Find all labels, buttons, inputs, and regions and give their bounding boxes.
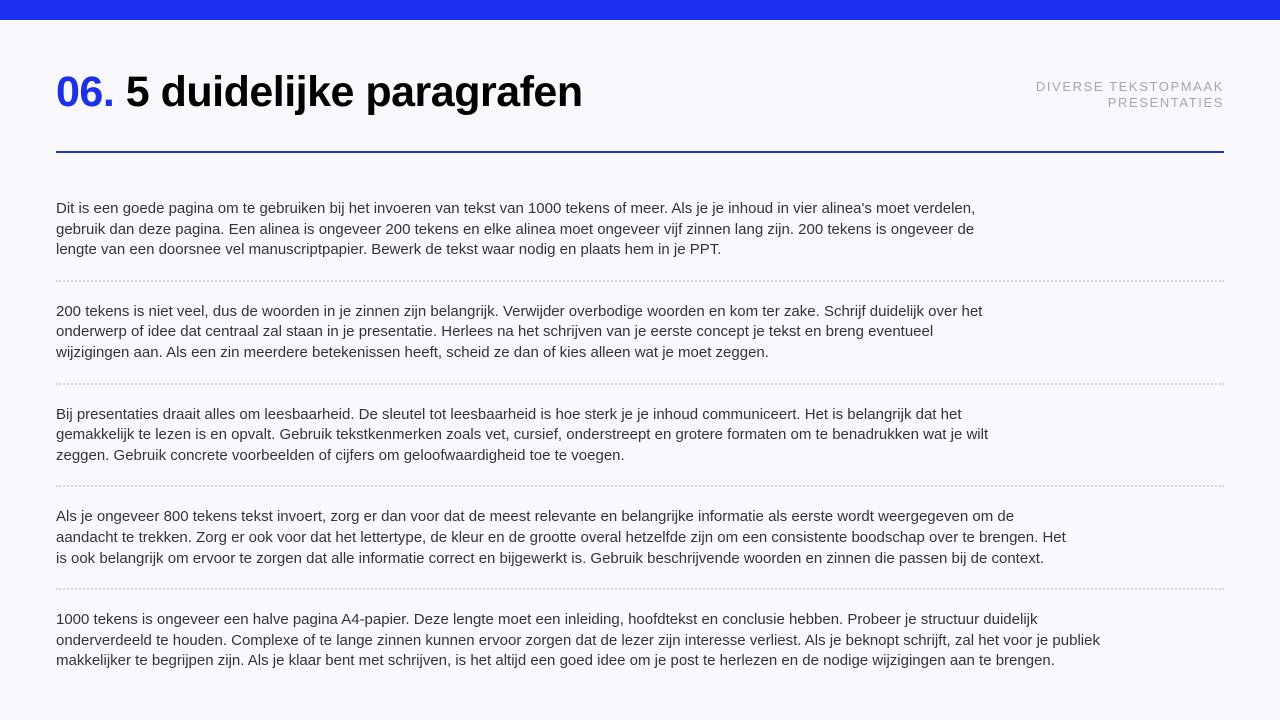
subtitle-line: PRESENTATIES xyxy=(1107,95,1224,110)
paragraph-4 xyxy=(56,507,1224,569)
paragraph-line: onderwerp of idee dat centraal zal staan in je presentatie. Herlees na het schrijven van je eerste concept je tekst en breng eventueel xyxy=(56,323,934,341)
header-divider xyxy=(56,151,1224,153)
paragraph-line: gebruik dan deze pagina. Een alinea is ongeveer 200 tekens en elke alinea moet ongeveer vijf zinnen lang zijn. 200 tekens is ongeveer de xyxy=(56,220,975,238)
paragraph-1 xyxy=(56,199,1224,261)
presentation-subtitle xyxy=(1036,79,1224,111)
paragraph-line: onderverdeeld te houden. Complexe of te lange zinnen kunnen ervoor zorgen dat de lezer zijn interesse verliest. Als je beknopt schrijft, zal het voor je publiek xyxy=(56,631,1100,649)
paragraph-line: zeggen. Gebruik concrete voorbeelden of cijfers om geloofwaardigheid toe te voegen. xyxy=(56,446,625,464)
paragraph-line: 1000 tekens is ongeveer een halve pagina A4-papier. Deze lengte moet een inleiding, hoofdtekst en conclusie hebben. Probeer je structuur duidelijk xyxy=(56,611,1038,629)
section-number: 06. xyxy=(56,68,115,116)
dotted-divider xyxy=(56,588,1224,590)
top-accent-bar xyxy=(0,0,1280,20)
paragraph-5 xyxy=(56,610,1224,672)
dotted-divider xyxy=(56,280,1224,282)
dotted-divider xyxy=(56,383,1224,385)
title-text: 5 duidelijke paragrafen xyxy=(125,68,583,116)
paragraph-line: Als je ongeveer 800 tekens tekst invoert, zorg er dan voor dat de meest relevante en belangrijke informatie als eerste wordt weergegeven om de xyxy=(56,508,1015,526)
paragraph-list xyxy=(56,199,1224,672)
paragraph-line: gemakkelijk te lezen is en opvalt. Gebruik tekstkenmerken zoals vet, cursief, onderstreept en grotere formaten om te benadrukken wat je wilt xyxy=(56,426,989,444)
paragraph-line: is ook belangrijk om ervoor te zorgen dat alle informatie correct en bijgewerkt is. Gebruik beschrijvende woorden en zinnen die passen bij de context. xyxy=(56,549,1045,567)
paragraph-line: lengte van een doorsnee vel manuscriptpapier. Bewerk de tekst waar nodig en plaats hem in je PPT. xyxy=(56,241,722,259)
paragraph-line: Dit is een goede pagina om te gebruiken bij het invoeren van tekst van 1000 tekens of meer. Als je je inhoud in vier alinea's moet verdelen, xyxy=(56,200,976,217)
dotted-divider xyxy=(56,485,1224,487)
paragraph-line: Bij presentaties draait alles om leesbaarheid. De sleutel tot leesbaarheid is hoe sterk je je inhoud communiceert. Het is belangrijk dat het xyxy=(56,405,962,423)
paragraph-3 xyxy=(56,405,1224,467)
paragraph-line: makkelijker te begrijpen zijn. Als je klaar bent met schrijven, is het altijd een goed idee om je post te herlezen en de nodige wijzigingen aan te brengen. xyxy=(56,652,1055,670)
paragraph-line: 200 tekens is niet veel, dus de woorden in je zinnen zijn belangrijk. Verwijder overbodige woorden en kom ter zake. Schrijf duidelijk over het xyxy=(56,302,983,320)
page-title xyxy=(56,68,583,117)
paragraph-line: wijzigingen aan. Als een zin meerdere betekenissen heeft, scheid ze dan of kies alleen wat je moet zeggen. xyxy=(56,343,769,361)
paragraph-2 xyxy=(56,302,1224,364)
paragraph-line: aandacht te trekken. Zorg er ook voor dat het lettertype, de kleur en de grootte overal hetzelfde zijn om een consistente boodschap over te brengen. Het xyxy=(56,528,1066,546)
subtitle-line: DIVERSE TEKSTOPMAAK xyxy=(1035,79,1224,94)
